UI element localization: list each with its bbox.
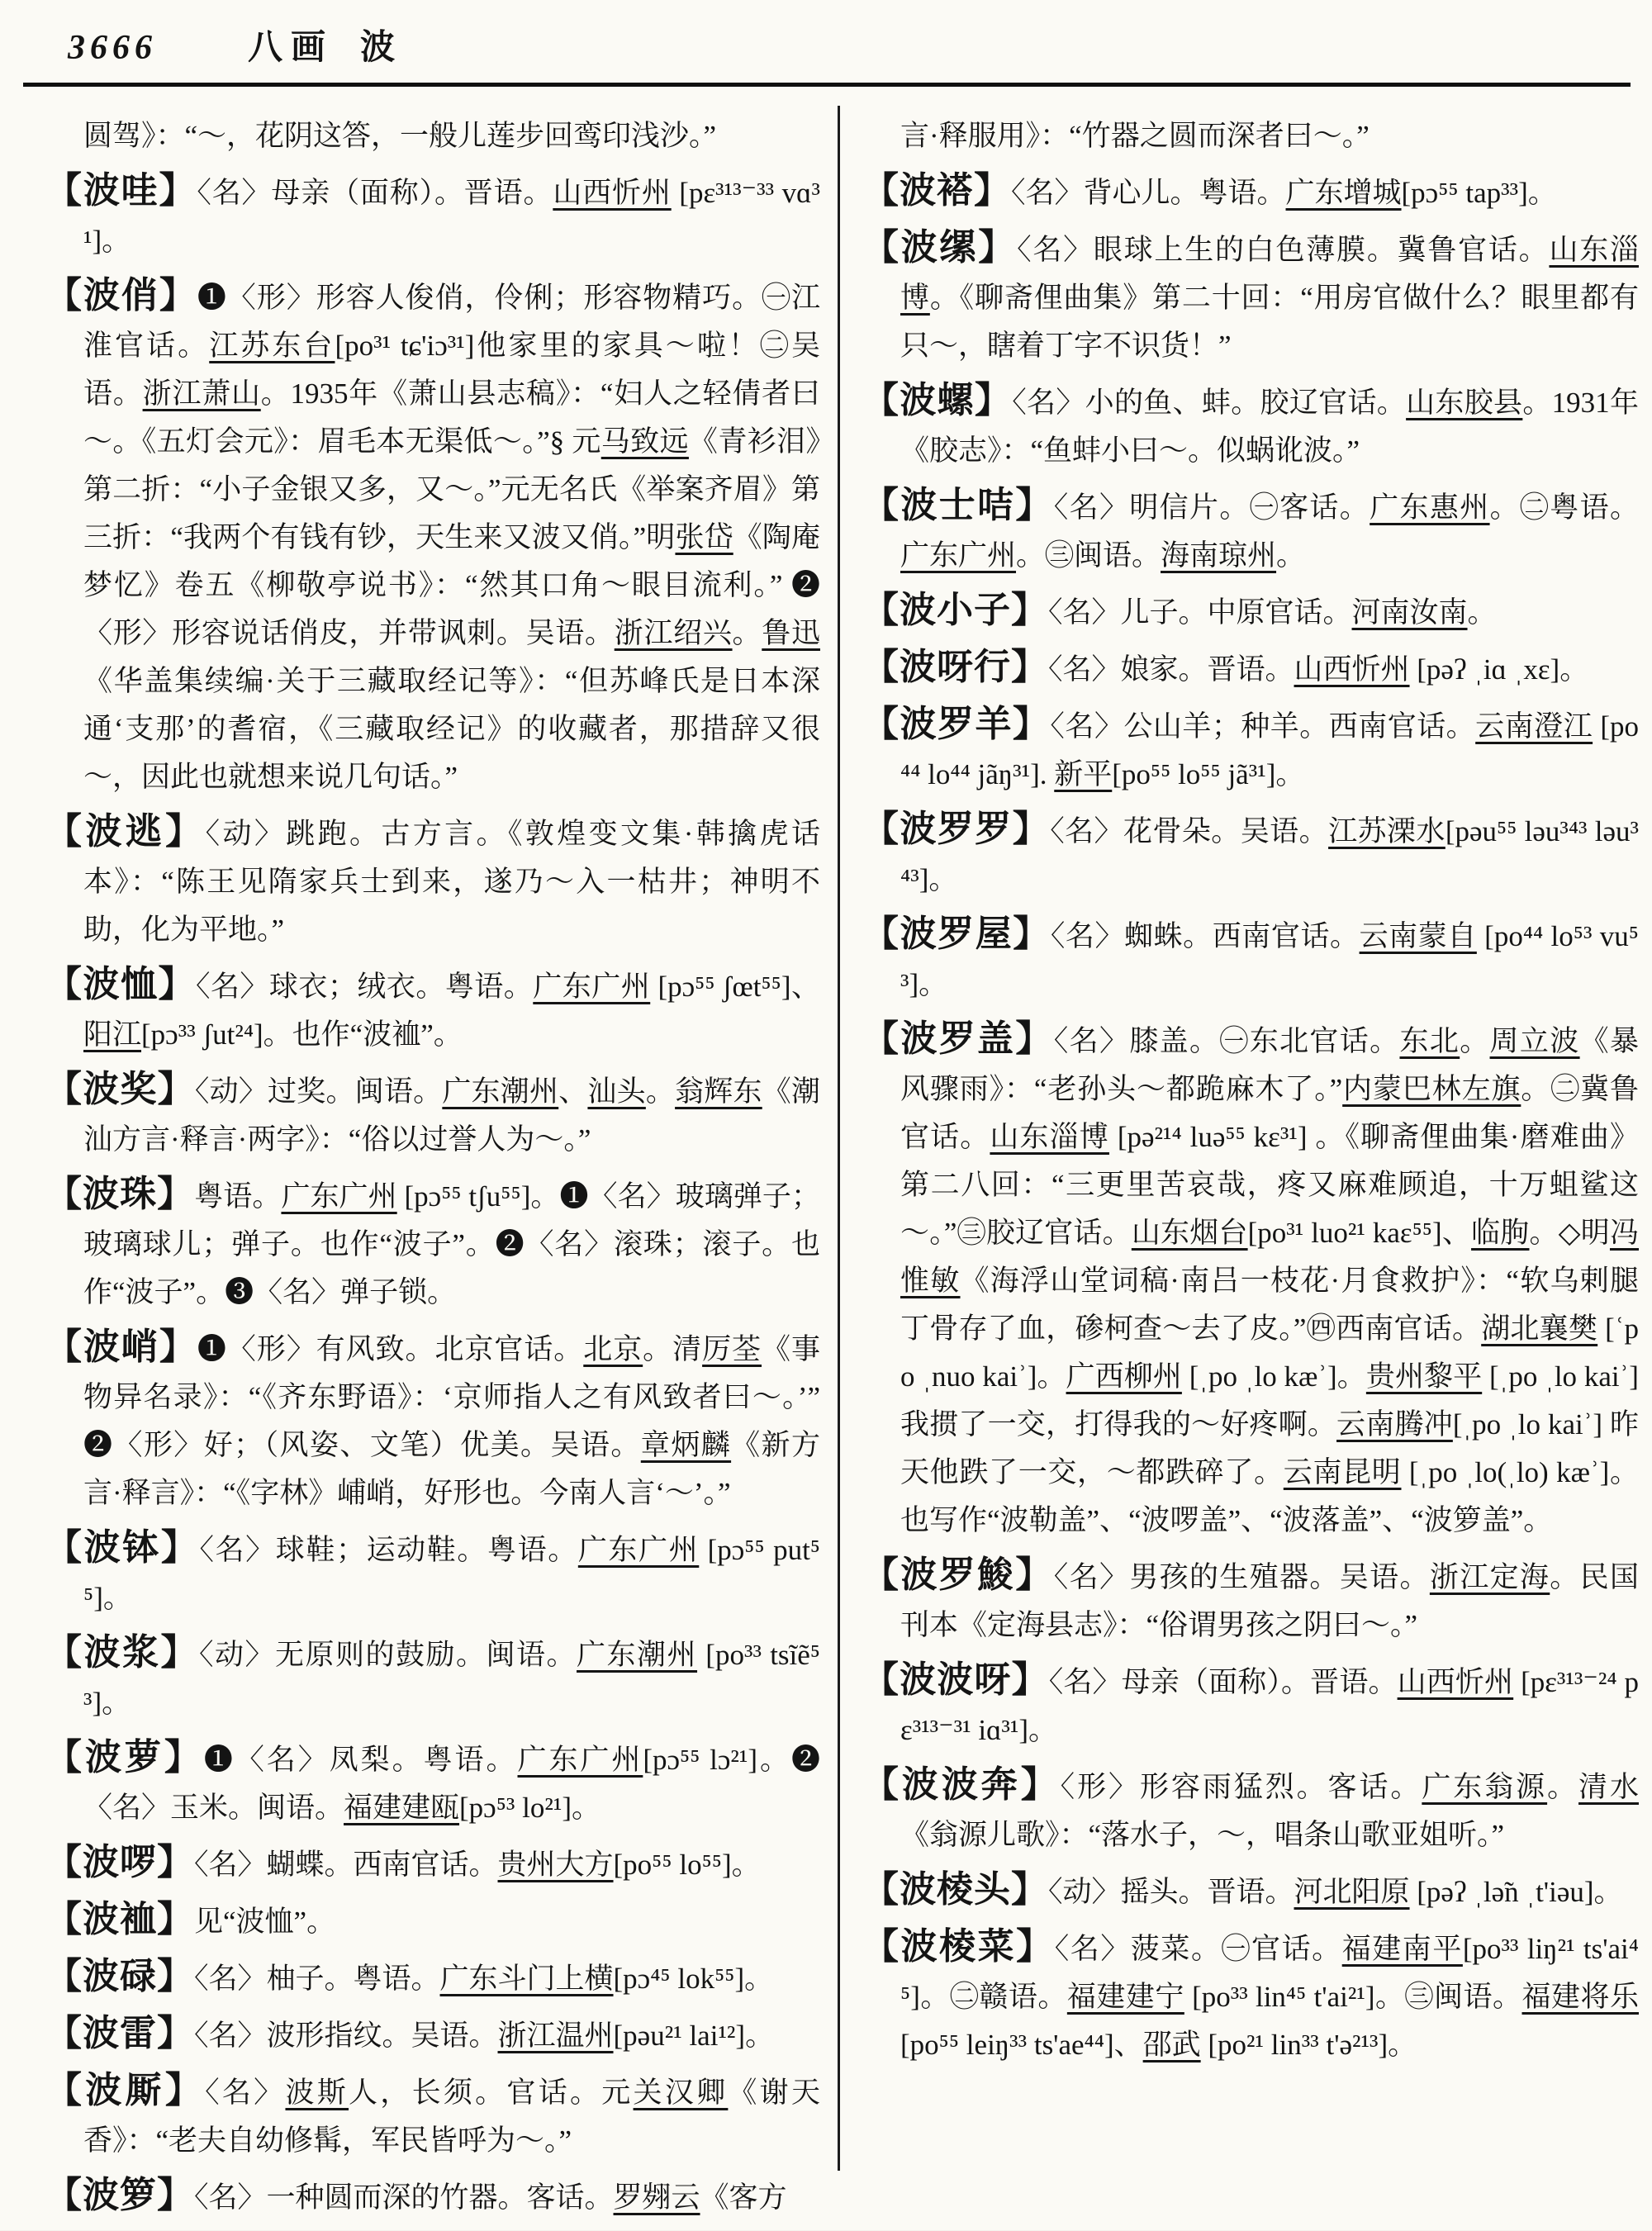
dictionary-entry (45, 1173, 820, 1317)
dictionary-entry (45, 2069, 820, 2165)
dictionary-entry (862, 808, 1639, 904)
entry-body: 〈动〉摇头。晋语。河北阳原 [pəʔ ˌlə̃n ˌt'iəu]。 (1048, 1876, 1623, 1908)
dictionary-entry (45, 169, 820, 265)
entry-continuation (45, 112, 820, 160)
dictionary-entry (45, 1326, 820, 1517)
entry-body: 〈名〉背心儿。粤语。广东增城[pɔ⁵⁵ tap³³]。 (1011, 177, 1557, 209)
entry-body: 〈动〉跳跑。古方言。《敦煌变文集·韩擒虎话本》：“陈王见隋家兵士到来，遂乃～入一枯井；神明不助，化为平地。” (83, 818, 820, 946)
dictionary-entry (862, 169, 1639, 217)
entry-body: 〈名〉球鞋；运动鞋。粤语。广东广州 [pɔ⁵⁵ put⁵⁵]。 (83, 1534, 820, 1614)
dictionary-entry (862, 1659, 1639, 1754)
entry-body: 〈名〉波斯人，长须。官话。元关汉卿《谢天香》：“老夫自幼修髯，军民皆呼为～。” (83, 2077, 820, 2157)
entry-headword: 【波螺】 (862, 380, 1013, 420)
column-right (862, 112, 1639, 2078)
entry-headword: 【波小子】 (862, 590, 1048, 630)
entry-headword: 【波缧】 (862, 227, 1018, 268)
dictionary-entry (45, 1736, 820, 1832)
entry-headword: 【波碌】 (45, 1956, 194, 1996)
entry-headword: 【波士咭】 (862, 485, 1054, 525)
dictionary-entry (862, 226, 1639, 370)
entry-body: 〈名〉娘家。晋语。山西忻州 [pəʔ ˌiɑ ˌxɛ]。 (1048, 653, 1589, 686)
entry-body: 〈动〉无原则的鼓励。闽语。广东潮州 [po³³ tsĩẽ⁵³]。 (83, 1639, 820, 1719)
dictionary-entry (45, 2012, 820, 2060)
entry-headword: 【波罗鮻】 (862, 1555, 1054, 1595)
entry-headword: 【波钵】 (45, 1527, 200, 1568)
dictionary-entry (45, 1526, 820, 1622)
entry-body: 〈名〉球衣；绒衣。粤语。广东广州 [pɔ⁵⁵ ʃœt⁵⁵]、阳江[pɔ³³ ʃut²⁴]。也作“波裇”。 (83, 971, 820, 1051)
entry-headword: 【波浆】 (45, 1632, 200, 1673)
entry-headword: 【波珠】 (45, 1174, 195, 1214)
entry-headword: 【波啰】 (45, 1842, 194, 1882)
entry-body: 〈名〉柚子。粤语。广东斗门上横[pɔ⁴⁵ lok⁵⁵]。 (194, 1963, 774, 1995)
entry-body: 〈名〉蝴蝶。西南官话。贵州大方[po⁵⁵ lo⁵⁵]。 (194, 1849, 761, 1881)
dictionary-entry (862, 1925, 1639, 2069)
entry-body: 〈名〉蜘蛛。西南官话。云南蒙自 [po⁴⁴ lo⁵³ vu⁵³]。 (900, 920, 1639, 1000)
entry-headword: 【波棱头】 (862, 1869, 1048, 1910)
entry-body: ❶〈形〉有风致。北京官话。北京。清厉荃《事物异名录》：“《齐东野语》：‘京师指人之有风致者曰～。’” ❷〈形〉好；（风姿、文笔）优美。吴语。章炳麟《新方言·释言》：“《字林》峬峭，好形也。今南人言‘～’。” (83, 1333, 820, 1509)
entry-body: 〈动〉过奖。闽语。广东潮州、汕头。翁辉东《潮汕方言·释言·两字》：“俗以过誉人为～。” (83, 1075, 820, 1156)
dictionary-entry (862, 1018, 1639, 1545)
entry-headword: 【波裇】 (45, 1899, 194, 1939)
dictionary-entry (45, 810, 820, 954)
page-header (68, 20, 396, 69)
dictionary-entry (45, 1955, 820, 2003)
entry-headword: 【波箩】 (45, 2175, 194, 2215)
dictionary-entry (45, 274, 820, 801)
entry-headword: 【波波呀】 (862, 1659, 1049, 1700)
entry-body: ❶〈名〉凤梨。粤语。广东广州[pɔ⁵⁵ lɔ²¹]。❷〈名〉玉米。闽语。福建建瓯[pɔ⁵³ lo²¹]。 (83, 1744, 820, 1824)
entry-headword: 【波罗盖】 (862, 1018, 1054, 1059)
dictionary-entry (862, 646, 1639, 694)
column-divider (838, 106, 840, 2171)
entry-body: 〈形〉形容雨猛烈。客话。广东翁源。清水《翁源儿歌》：“落水子，～，唱条山歌亚姐听。” (900, 1771, 1639, 1851)
dictionary-entry (45, 1841, 820, 1889)
column-left (45, 112, 820, 2231)
entry-headword: 【波呀行】 (862, 647, 1048, 687)
entry-body: 见“波恤”。 (194, 1906, 336, 1938)
entry-body: 〈名〉菠菜。㊀官话。福建南平[po³³ liŋ²¹ ts'ai⁴⁵]。㊁赣语。福建建宁 [po³³ lin⁴⁵ t'ai²¹]。㊂闽语。福建将乐 [po⁵⁵ leiŋ³³ ts'ae⁴⁴]、邵武 [po²¹ lin³³ t'ə²¹³]。 (900, 1933, 1639, 2061)
entry-body: 〈名〉波形指纹。吴语。浙江温州[pəu²¹ lai¹²]。 (194, 2020, 775, 2052)
radical-character: 波 (360, 29, 397, 67)
entry-body: 〈名〉花骨朵。吴语。江苏溧水[pəu⁵⁵ ləu³⁴³ ləu³⁴³]。 (900, 815, 1639, 895)
entry-headword: 【波恤】 (45, 964, 196, 1004)
dictionary-entry (862, 1868, 1639, 1916)
entry-body: ❶〈形〉形容人俊俏，伶俐；形容物精巧。㊀江淮官话。江苏东台[po³¹ tɕ'iɔ³¹]他家里的家具～啦！㊁吴语。浙江萧山。1935年《萧山县志稿》：“妇人之轻倩者曰～。《五灯会元》：眉毛本无渠低～。”§ 元马致远《青衫泪》第二折：“小子金银又多，又～。”元无名氏《举案齐眉》第三折：“我两个有钱有钞，天生来又波又俏。”明张岱《陶庵梦忆》卷五《柳敬亭说书》：“然其口角～眼目流利。” ❷〈形〉形容说话俏皮，并带讽刺。吴语。浙江绍兴。鲁迅《华盖集续编·关于三藏取经记等》：“但苏峰氏是日本深通‘支那’的耆宿，《三藏取经记》的收藏者，那措辞又很～，因此也就想来说几句话。” (83, 282, 820, 793)
entry-body: 〈名〉小的鱼、蚌。胶辽官话。山东胶县。1931年《胶志》：“鱼蚌小曰～。似蜗讹波。” (900, 387, 1639, 467)
stroke-section-title: 八画 (248, 29, 335, 67)
dictionary-entry (45, 2174, 820, 2222)
entry-headword: 【波厮】 (45, 2070, 206, 2110)
entry-body: 〈名〉膝盖。㊀东北官话。东北。周立波《暴风骤雨》：“老孙头～都跪麻木了。”内蒙巴林左旗。㊁冀鲁官话。山东淄博 [pə²¹⁴ luə⁵⁵ kɛ³¹] 。《聊斋俚曲集·磨难曲》第二八回：“三更里苦哀哉，疼又麻难顾追，十万蛆鲨这～。”㊂胶辽官话。山东烟台[po³¹ luo²¹ kaɛ⁵⁵]、临朐。◇明冯惟敏《海浮山堂词稿·南吕一枝花·月食救护》：“软乌剌腿丁骨存了血，碜柯查～去了皮。”㊃西南官话。湖北襄樊 [ʿpo ˌnuo kaiʾ]。广西柳州 [ˌpo ˌlo kæʾ]。贵州黎平 [ˌpo ˌlo kaiʾ]我掼了一交，打得我的～好疼啊。云南腾冲[ˌpo ˌlo kaiʾ] 昨天他跌了一交，～都跌碎了。云南昆明 [ˌpo ˌlo(ˌlo) kæʾ]。也写作“波勒盖”、“波啰盖”、“波落盖”、“波箩盖”。 (900, 1025, 1639, 1536)
entry-headword: 【波棱菜】 (862, 1926, 1055, 1967)
entry-headword: 【波罗屋】 (862, 914, 1051, 954)
entry-headword: 【波罗羊】 (862, 704, 1051, 744)
entry-headword: 【波峭】 (45, 1327, 197, 1367)
entry-headword: 【波罗罗】 (862, 809, 1051, 849)
entry-body: 圆驾》：“～，花阴这答，一般儿莲步回鸾印浅沙。” (83, 120, 717, 152)
entry-body: 粤语。广东广州 [pɔ⁵⁵ tʃu⁵⁵]。❶〈名〉玻璃弹子；玻璃球儿；弹子。也作“波子”。❷〈名〉滚珠；滚子。也作“波子”。❸〈名〉弹子锁。 (83, 1180, 820, 1308)
dictionary-entry (862, 1554, 1639, 1650)
dictionary-entry (862, 913, 1639, 1009)
entry-headword: 【波哇】 (45, 170, 197, 211)
entry-body: 〈名〉一种圆而深的竹器。客话。罗翙云《客方 (194, 2181, 787, 2214)
dictionary-entry (862, 703, 1639, 799)
header-rule (23, 83, 1631, 87)
entry-headword: 【波俏】 (45, 275, 197, 316)
entry-body: 〈名〉母亲（面称）。晋语。山西忻州 [pɛ³¹³⁻³³ vɑ³¹]。 (83, 177, 820, 257)
entry-headword: 【波褡】 (862, 170, 1011, 211)
entry-body: 〈名〉母亲（面称）。晋语。山西忻州 [pɛ³¹³⁻²⁴ pɛ³¹³⁻³¹ iɑ³¹]。 (900, 1666, 1639, 1746)
entry-body: 〈名〉眼球上生的白色薄膜。冀鲁官话。山东淄博。《聊斋俚曲集》第二十回：“用房官做什么？眼里都有只～，瞎着丁字不识货！” (900, 234, 1639, 362)
entry-headword: 【波逃】 (45, 811, 206, 852)
dictionary-entry (862, 589, 1639, 637)
entry-headword: 【波萝】 (45, 1737, 204, 1778)
dictionary-entry (45, 963, 820, 1059)
entry-headword: 【波奖】 (45, 1069, 195, 1109)
dictionary-entry (45, 1631, 820, 1727)
dictionary-entry (45, 1068, 820, 1164)
entry-body: 〈名〉儿子。中原官话。河南汝南。 (1048, 596, 1497, 629)
entry-body: 〈名〉明信片。㊀客话。广东惠州。㊁粤语。广东广州。㊂闽语。海南琼州。 (900, 491, 1639, 572)
dictionary-entry (862, 379, 1639, 475)
entry-body: 〈名〉公山羊；种羊。西南官话。云南澄江 [po⁴⁴ lo⁴⁴ jãŋ³¹]. 新平[po⁵⁵ lo⁵⁵ jã³¹]。 (900, 710, 1639, 790)
entry-headword: 【波波奔】 (862, 1764, 1061, 1805)
entry-headword: 【波雷】 (45, 2013, 194, 2053)
dictionary-entry (862, 484, 1639, 580)
dictionary-entry (45, 1898, 820, 1946)
entry-body: 〈名〉男孩的生殖器。吴语。浙江定海。民国刊本《定海县志》：“俗谓男孩之阴曰～。” (900, 1561, 1639, 1641)
entry-body: 言·释服用》：“竹器之圆而深者曰～。” (900, 120, 1370, 152)
page-number: 3666 (68, 29, 157, 67)
dictionary-entry (862, 1763, 1639, 1859)
entry-continuation (862, 112, 1639, 160)
